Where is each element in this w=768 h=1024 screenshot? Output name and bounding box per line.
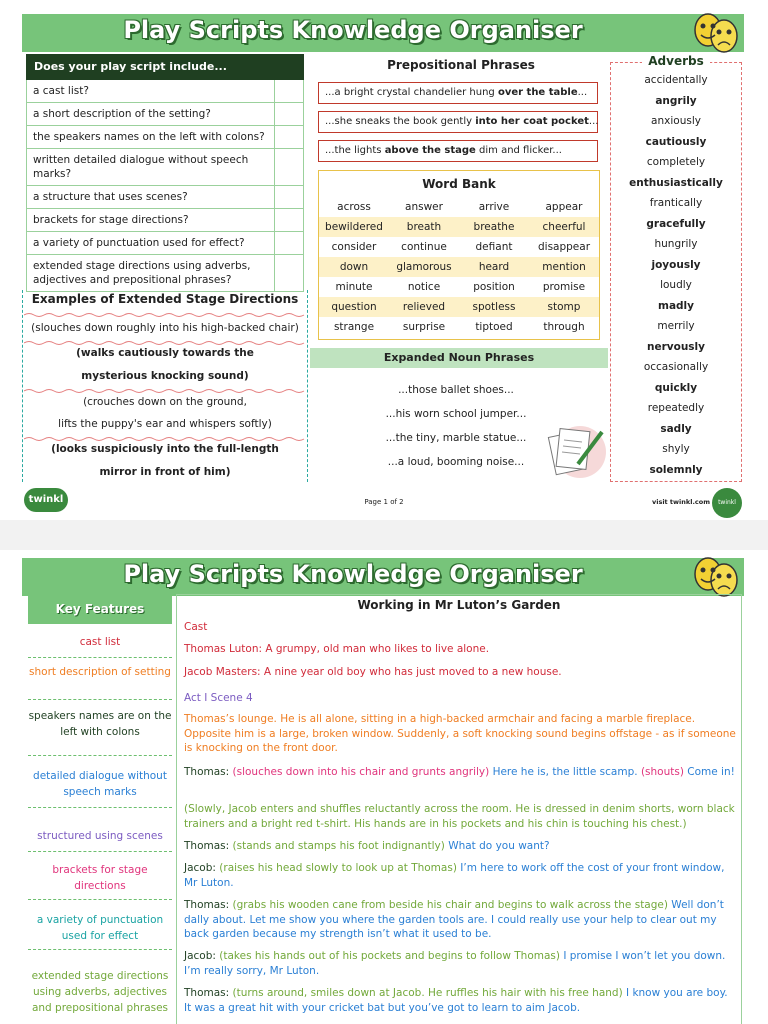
script-line bbox=[184, 949, 736, 978]
phrase-bold: above the stage bbox=[384, 145, 476, 156]
speaker: Jacob: bbox=[184, 862, 216, 874]
key-feature: structured using scenes bbox=[28, 828, 172, 852]
scene-heading: Act I Scene 4 bbox=[184, 692, 253, 704]
dialogue: I’m here to work off the cost of your front window, Mr Luton. bbox=[184, 862, 725, 889]
adverb: enthusiastically bbox=[629, 177, 723, 189]
stage-direction: (turns around, smiles down at Jacob. He ruffles his hair with his free hand) bbox=[232, 987, 623, 999]
word-bank-word: position bbox=[473, 281, 515, 293]
adverb: joyously bbox=[651, 259, 701, 271]
noun-phrase: ...the tiny, marble statue... bbox=[385, 432, 527, 444]
dialogue: Well don’t dally about. Let me show you where the garden tools are. I could really use your help to clear out my back garden because my strength isn’t what it used to be. bbox=[184, 899, 724, 940]
checklist-tick-box[interactable] bbox=[275, 126, 303, 148]
checklist-heading: Does your play script include... bbox=[26, 54, 304, 80]
checklist-row bbox=[26, 186, 304, 209]
title-banner bbox=[22, 558, 744, 596]
word-bank-word: appear bbox=[545, 201, 583, 213]
checklist-row bbox=[26, 209, 304, 232]
checklist-item: a short description of the setting? bbox=[27, 103, 275, 125]
checklist-tick-box[interactable] bbox=[275, 232, 303, 254]
script-line bbox=[184, 839, 736, 854]
word-bank-word: across bbox=[337, 201, 371, 213]
checklist-tick-box[interactable] bbox=[275, 186, 303, 208]
checklist-item: a variety of punctuation used for effect? bbox=[27, 232, 275, 254]
speaker: Thomas: bbox=[184, 987, 230, 999]
prepositional-phrases-title: Prepositional Phrases bbox=[387, 58, 535, 72]
checklist-row bbox=[26, 232, 304, 255]
title-banner bbox=[22, 14, 744, 52]
phrase-bold: over the table bbox=[497, 87, 578, 98]
extended-direction-example: (slouches down roughly into his high-backed chair) bbox=[31, 322, 299, 334]
twinkl-logo[interactable]: twinkl bbox=[24, 488, 68, 512]
script-line bbox=[184, 898, 736, 942]
adverb: sadly bbox=[660, 423, 692, 435]
checklist-tick-box[interactable] bbox=[275, 149, 303, 185]
stage-direction: (takes his hands out of his pockets and begins to follow Thomas) bbox=[219, 950, 560, 962]
dialogue: Come in! bbox=[683, 766, 735, 778]
dialogue: What do you want? bbox=[444, 840, 550, 852]
key-feature: a variety of punctuation used for effect bbox=[28, 912, 172, 950]
word-bank-word: spotless bbox=[459, 297, 529, 317]
checklist-tick-box[interactable] bbox=[275, 80, 303, 102]
checklist-item: a cast list? bbox=[27, 80, 275, 102]
key-feature: extended stage directions using adverbs, adjectives and prepositional phrases bbox=[31, 970, 169, 1014]
key-feature: short description of setting bbox=[28, 664, 172, 700]
stage-direction: (Slowly, Jacob enters and shuffles reluctantly across the room. He is dressed in denim shorts, worn black trainers and a bright red t-shirt. His hands are in his pockets and his chin is touching his chest.) bbox=[184, 803, 735, 830]
key-feature: detailed dialogue without speech marks bbox=[28, 768, 172, 808]
word-bank-word: through bbox=[543, 321, 585, 333]
word-bank-grid bbox=[319, 197, 599, 337]
adverb: gracefully bbox=[646, 218, 706, 230]
theatre-masks-icon bbox=[686, 552, 744, 600]
adverb: merrily bbox=[657, 320, 695, 332]
page-gap bbox=[0, 520, 768, 550]
key-feature: speakers names are on the left with colons bbox=[28, 708, 172, 756]
checklist-item: the speakers names on the left with colons? bbox=[27, 126, 275, 148]
word-bank-word: strange bbox=[333, 321, 375, 333]
phrase-text: ... bbox=[588, 116, 599, 127]
script-title: Working in Mr Luton’s Garden bbox=[357, 598, 561, 612]
word-bank-word: glamorous bbox=[389, 257, 459, 277]
word-bank-word: heard bbox=[459, 257, 529, 277]
word-bank-word: breath bbox=[389, 217, 459, 237]
word-bank-word: down bbox=[319, 257, 389, 277]
word-bank-word: disappear bbox=[537, 241, 591, 253]
checklist-tick-box[interactable] bbox=[275, 209, 303, 231]
adverb: shyly bbox=[662, 443, 690, 455]
adverb: quickly bbox=[654, 382, 698, 394]
stage-direction: (grabs his wooden cane from beside his chair and begins to walk across the stage) bbox=[232, 899, 668, 911]
stage-direction: (slouches down into his chair and grunts angrily) bbox=[232, 766, 490, 778]
prepositional-phrase-box bbox=[318, 140, 598, 162]
word-bank-word: surprise bbox=[402, 321, 446, 333]
word-bank-word: answer bbox=[405, 201, 443, 213]
word-bank-word: mention bbox=[529, 257, 599, 277]
phrase-bold: into her coat pocket bbox=[475, 116, 589, 127]
adverb: angrily bbox=[655, 95, 697, 107]
extended-direction-example: (walks cautiously towards the bbox=[76, 347, 254, 359]
adverbs-title: Adverbs bbox=[642, 54, 710, 68]
checklist-row bbox=[26, 80, 304, 103]
phrase-text: ...the lights bbox=[325, 145, 385, 156]
checklist-row bbox=[26, 149, 304, 186]
noun-phrase: ...a loud, booming noise... bbox=[387, 456, 525, 468]
checklist-item: brackets for stage directions? bbox=[27, 209, 275, 231]
checklist-item: extended stage directions using adverbs, adjectives and prepositional phrases? bbox=[27, 255, 275, 291]
speaker: Jacob: bbox=[184, 950, 216, 962]
dialogue: I promise I won’t let you down. I’m really sorry, Mr Luton. bbox=[184, 950, 726, 977]
word-bank-word: breathe bbox=[459, 217, 529, 237]
noun-phrase: ...those ballet shoes... bbox=[398, 384, 514, 396]
noun-phrase: ...his worn school jumper... bbox=[385, 408, 527, 420]
adverb: completely bbox=[646, 156, 706, 168]
word-bank-title: Word Bank bbox=[422, 177, 496, 191]
prepositional-phrase-box bbox=[318, 111, 598, 133]
quality-badge: twinkl bbox=[712, 488, 742, 518]
checklist-row bbox=[26, 255, 304, 292]
adverb: cautiously bbox=[645, 136, 707, 148]
page-number: Page 1 of 2 bbox=[364, 498, 404, 506]
key-feature: cast list bbox=[28, 634, 172, 658]
phrase-text: dim and flicker... bbox=[475, 145, 562, 156]
twinkl-link[interactable]: visit twinkl.com bbox=[652, 498, 711, 506]
adverb: anxiously bbox=[651, 115, 701, 127]
key-feature: brackets for stage directions bbox=[28, 862, 172, 900]
script-line bbox=[184, 765, 736, 780]
adverb: loudly bbox=[660, 279, 692, 291]
extended-direction-example: mirror in front of him) bbox=[99, 466, 231, 478]
word-bank-word: cheerful bbox=[529, 217, 599, 237]
dialogue: I know you are boy. It was a great hit with your cricket bat but you’ve got to learn to aim Jacob. bbox=[184, 987, 728, 1014]
dialogue: Here he is, the little scamp. bbox=[489, 766, 641, 778]
checklist-item: a structure that uses scenes? bbox=[27, 186, 275, 208]
extended-direction-example: (crouches down on the ground, bbox=[83, 396, 247, 408]
word-bank-word: bewildered bbox=[319, 217, 389, 237]
extended-directions-title: Examples of Extended Stage Directions bbox=[31, 292, 299, 306]
word-bank-word: notice bbox=[407, 281, 441, 293]
word-bank-word: stomp bbox=[529, 297, 599, 317]
word-bank bbox=[318, 170, 600, 340]
word-bank-word: question bbox=[319, 297, 389, 317]
speaker: Thomas: bbox=[184, 840, 230, 852]
checklist-row bbox=[26, 103, 304, 126]
setting-description: Thomas’s lounge. He is all alone, sitting in a high-backed armchair and facing a marble fireplace. Opposite him is a large, broken window. Suddenly, a soft knocking sound begins offstage - as if someone is knocking on the front door. bbox=[184, 713, 736, 754]
adverb: accidentally bbox=[644, 74, 708, 86]
phrase-text: ...a bright crystal chandelier hung bbox=[325, 87, 498, 98]
prepositional-phrase-box bbox=[318, 82, 598, 104]
speaker: Thomas: bbox=[184, 766, 230, 778]
extended-direction-example: mysterious knocking sound) bbox=[81, 370, 249, 382]
cast-member: Jacob Masters: A nine year old boy who has just moved to a new house. bbox=[184, 666, 562, 678]
stage-direction: (stands and stamps his foot indignantly) bbox=[232, 840, 445, 852]
theatre-masks-icon bbox=[686, 8, 744, 56]
extended-direction-example: (looks suspiciously into the full-length bbox=[51, 443, 279, 455]
adverb: hungrily bbox=[654, 238, 698, 250]
expanded-noun-phrases-title: Expanded Noun Phrases bbox=[310, 348, 608, 368]
key-features-heading: Key Features bbox=[28, 594, 172, 624]
speaker: Thomas: bbox=[184, 899, 230, 911]
checklist-tick-box[interactable] bbox=[275, 255, 303, 291]
script-line bbox=[184, 861, 736, 890]
cast-label: Cast bbox=[184, 621, 208, 633]
knowledge-organiser-page-2 bbox=[0, 550, 768, 1024]
checklist-item: written detailed dialogue without speech marks? bbox=[27, 149, 275, 185]
word-bank-word: tiptoed bbox=[475, 321, 513, 333]
word-bank-word: consider bbox=[331, 241, 377, 253]
adverb: repeatedly bbox=[647, 402, 705, 414]
checklist-tick-box[interactable] bbox=[275, 103, 303, 125]
stage-direction: (shouts) bbox=[640, 766, 684, 778]
adverb: madly bbox=[658, 300, 694, 312]
checklist bbox=[26, 54, 304, 292]
word-bank-word: promise bbox=[542, 281, 586, 293]
word-bank-word: defiant bbox=[475, 241, 513, 253]
cast-member: Thomas Luton: A grumpy, old man who likes to live alone. bbox=[184, 643, 490, 655]
script-paper-pen-icon bbox=[538, 420, 608, 480]
extended-direction-example: lifts the puppy's ear and whispers softly) bbox=[58, 418, 272, 430]
word-bank-word: relieved bbox=[389, 297, 459, 317]
adverb: solemnly bbox=[649, 464, 703, 476]
adverb: occasionally bbox=[643, 361, 709, 373]
word-bank-word: arrive bbox=[478, 201, 510, 213]
page-title: Play Scripts Knowledge Organiser bbox=[123, 560, 583, 588]
adverb: frantically bbox=[649, 197, 703, 209]
script-line bbox=[184, 986, 736, 1015]
page-title: Play Scripts Knowledge Organiser bbox=[123, 16, 583, 44]
phrase-text: ...she sneaks the book gently bbox=[325, 116, 476, 127]
word-bank-word: continue bbox=[401, 241, 447, 253]
phrase-text: ... bbox=[577, 87, 588, 98]
stage-direction: (raises his head slowly to look up at Thomas) bbox=[219, 862, 457, 874]
checklist-row bbox=[26, 126, 304, 149]
word-bank-word: minute bbox=[335, 281, 373, 293]
adverb: nervously bbox=[646, 341, 705, 353]
